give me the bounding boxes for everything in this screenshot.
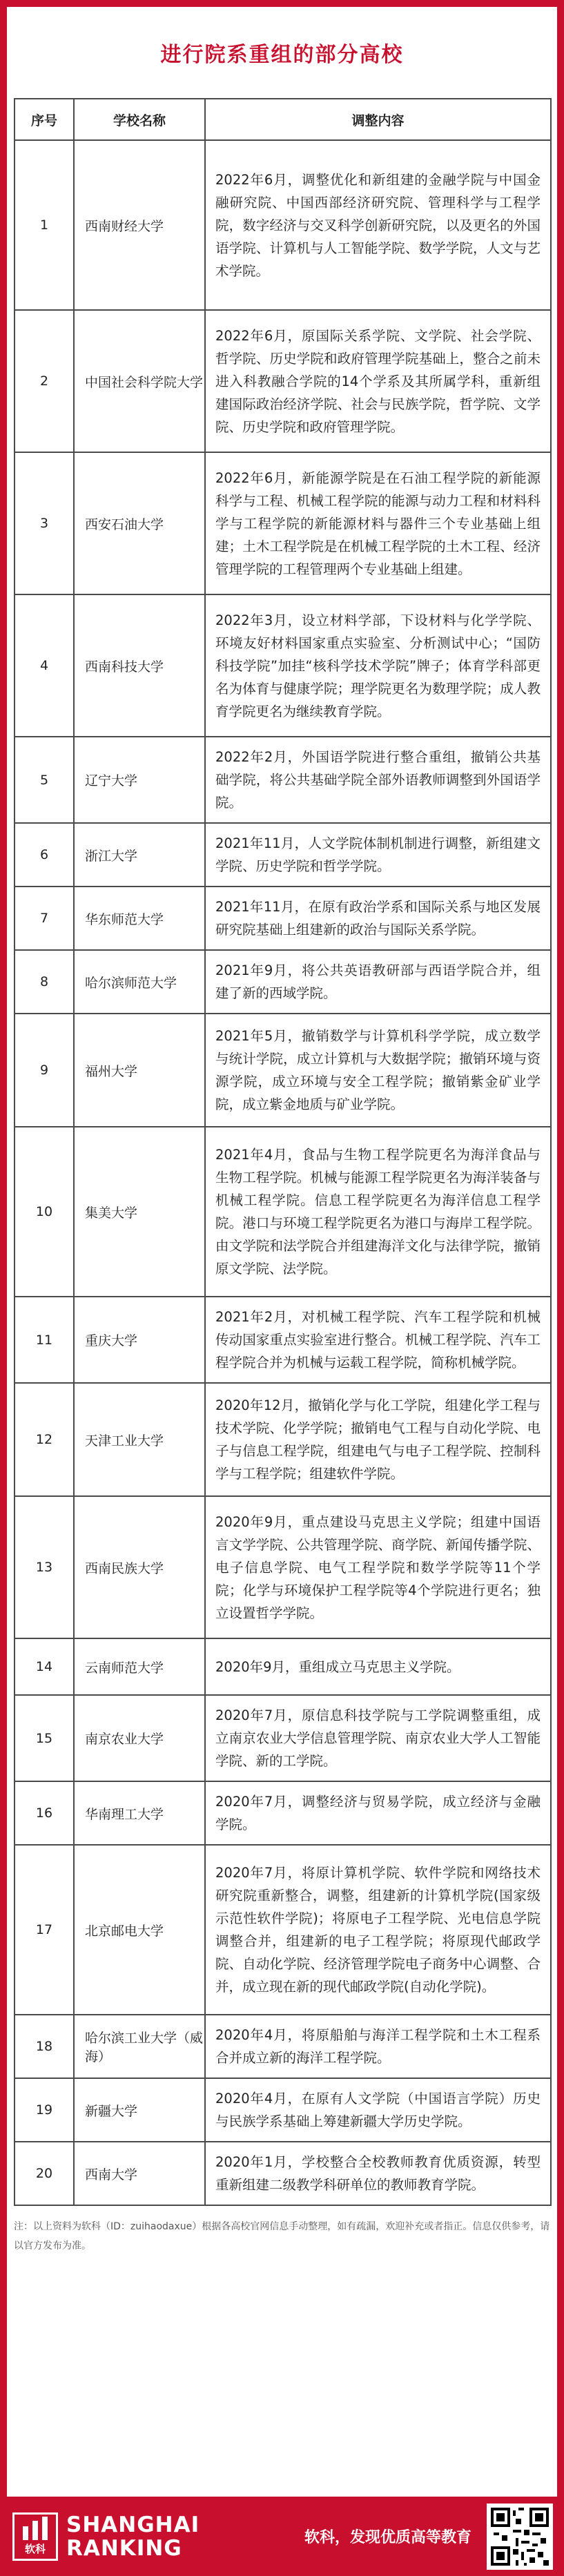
table-row: [14, 1127, 551, 1297]
adjustment-content: 2022年3月，设立材料学部，下设材料与化学学院、环境友好材料国家重点实验室、分析测试中心；“国防科技学院”加挂“核科学技术学院”牌子；体育学科部更名为体育与健康学院；理学院更名为数理学院；成人教育学院更名为继续教育学院。: [205, 594, 551, 737]
adjustment-content: 2020年7月，调整经济与贸易学院，成立经济与金融学院。: [205, 1781, 551, 1845]
adjustment-content: 2021年11月，在原有政治学系和国际关系与地区发展研究院基础上组建新的政治与国际关系学院。: [205, 887, 551, 950]
header-adjustment: 调整内容: [205, 99, 551, 140]
row-index: 8: [14, 950, 74, 1014]
adjustment-content: 2022年2月，外国语学院进行整合重组，撤销公共基础学院，将公共基础学院全部外语教师调整到外国语学院。: [205, 737, 551, 823]
table-row: [14, 737, 551, 823]
row-index: 13: [14, 1496, 74, 1638]
row-index: 12: [14, 1383, 74, 1496]
school-name: 西南大学: [74, 2142, 205, 2205]
school-name: 福州大学: [74, 1014, 205, 1127]
school-name: 集美大学: [74, 1127, 205, 1297]
header-school-name: 学校名称: [74, 99, 205, 140]
adjustment-content: 2022年6月，调整优化和新组建的金融学院与中国金融研究院、中国西部经济研究院、管理科学与工程学院，数字经济与交叉科学创新研究院，以及更名的外国语学院、计算机与人工智能学院、数学学院，人文与艺术学院。: [205, 140, 551, 310]
row-index: 10: [14, 1127, 74, 1297]
adjustment-content: 2021年11月，人文学院体制机制进行调整，新组建文学院、历史学院和哲学学院。: [205, 823, 551, 887]
school-name: 西南财经大学: [74, 140, 205, 310]
row-index: 1: [14, 140, 74, 310]
table-row: [14, 1297, 551, 1383]
universities-table: [14, 98, 552, 2206]
row-index: 19: [14, 2078, 74, 2142]
school-name: 浙江大学: [74, 823, 205, 887]
adjustment-content: 2020年9月，重点建设马克思主义学院；组建中国语言文学学院、公共管理学院、商学院、新闻传播学院、电子信息学院、电气工程学院和数学学院等11个学院；化学与环境保护工程学院等4个学院进行更名；独立设置哲学学院。: [205, 1496, 551, 1638]
header-index: 序号: [14, 99, 74, 140]
table-row: [14, 2015, 551, 2078]
qr-code-icon: [491, 2508, 549, 2566]
adjustment-content: 2020年1月，学校整合全校教师教育优质资源，转型重新组建二级教学科研单位的教师教育学院。: [205, 2142, 551, 2205]
table-row: [14, 1496, 551, 1638]
footer-bar: [0, 2497, 564, 2576]
table-row: [14, 452, 551, 594]
shanghai-ranking-logo: [12, 2512, 58, 2561]
table-row: [14, 887, 551, 950]
adjustment-content: 2020年4月，将原船舶与海洋工程学院和土木工程系合并成立新的海洋工程学院。: [205, 2015, 551, 2078]
table-row: [14, 594, 551, 737]
row-index: 15: [14, 1695, 74, 1781]
school-name: 华南理工大学: [74, 1781, 205, 1845]
table-row: [14, 2078, 551, 2142]
adjustment-content: 2020年12月，撤销化学与化工学院，组建化学工程与技术学院、化学学院；撤销电气工程与自动化学院、电子与信息工程学院，组建电气与电子工程学院、控制科学与工程学院；组建软件学院。: [205, 1383, 551, 1496]
adjustment-content: 2020年7月，原信息科技学院与工学院调整重组，成立南京农业大学信息管理学院、南京农业大学人工智能学院、新的工学院。: [205, 1695, 551, 1781]
school-name: 重庆大学: [74, 1297, 205, 1383]
school-name: 哈尔滨师范大学: [74, 950, 205, 1014]
school-name: 西南科技大学: [74, 594, 205, 737]
row-index: 9: [14, 1014, 74, 1127]
table-row: [14, 1695, 551, 1781]
row-index: 2: [14, 310, 74, 452]
row-index: 5: [14, 737, 74, 823]
table-row: [14, 1638, 551, 1695]
qr-code[interactable]: [487, 2504, 553, 2570]
row-index: 20: [14, 2142, 74, 2205]
table-row: [14, 1383, 551, 1496]
adjustment-content: 2020年9月，重组成立马克思主义学院。: [205, 1638, 551, 1695]
table-header-row: [14, 99, 551, 140]
source-note: 注：以上资料为软科（ID：zuihaodaxue）根据各高校官网信息手动整理，如有疏漏，欢迎补充或者指正。信息仅供参考，请以官方发布为准。: [14, 2221, 550, 2251]
table-row: [14, 140, 551, 310]
school-name: 西安石油大学: [74, 452, 205, 594]
page-title: 进行院系重组的部分高校: [160, 43, 404, 67]
row-index: 4: [14, 594, 74, 737]
adjustment-content: 2020年4月，在原有人文学院（中国语言学院）历史与民族学系基础上筹建新疆大学历史学院。: [205, 2078, 551, 2142]
adjustment-content: 2022年6月，原国际关系学院、文学院、社会学院、哲学院、历史学院和政府管理学院基础上，整合之前未进入科教融合学院的14个学系及其所属学科，重新组建国际政治经济学院、社会与民族学院，哲学院、文学院、历史学院和政府管理学院。: [205, 310, 551, 452]
adjustment-content: 2021年5月，撤销数学与计算机科学学院，成立数学与统计学院，成立计算机与大数据学院；撤销环境与资源学院，成立环境与安全工程学院；撤销紫金矿业学院，成立紫金地质与矿业学院。: [205, 1014, 551, 1127]
row-index: 17: [14, 1845, 74, 2015]
school-name: 华东师范大学: [74, 887, 205, 950]
school-name: 北京邮电大学: [74, 1845, 205, 2015]
table-row: [14, 1781, 551, 1845]
row-index: 7: [14, 887, 74, 950]
table-row: [14, 1014, 551, 1127]
school-name: 辽宁大学: [74, 737, 205, 823]
adjustment-content: 2020年7月，将原计算机学院、软件学院和网络技术研究院重新整合，调整，组建新的计算机学院(国家级示范性软件学院)；将原电子工程学院、光电信息学院调整合并，组建新的电子工程学院；将原现代邮政学院、自动化学院、经济管理学院电子商务中心调整、合并，成立现在新的现代邮政学院(自动化学院)。: [205, 1845, 551, 2015]
school-name: 哈尔滨工业大学（威海）: [74, 2015, 205, 2078]
table-row: [14, 950, 551, 1014]
adjustment-content: 2021年9月，将公共英语教研部与西语学院合并，组建了新的西域学院。: [205, 950, 551, 1014]
bar-chart-icon: [21, 2517, 49, 2540]
table-row: [14, 310, 551, 452]
school-name: 中国社会科学院大学: [74, 310, 205, 452]
table-row: [14, 823, 551, 887]
adjustment-content: 2021年4月，食品与生物工程学院更名为海洋食品与生物工程学院。机械与能源工程学院更名为海洋装备与机械工程学院。信息工程学院更名为海洋信息工程学院。港口与环境工程学院更名为港口与海岸工程学院。由文学院和法学院合并组建海洋文化与法律学院，撤销原文学院、法学院。: [205, 1127, 551, 1297]
row-index: 18: [14, 2015, 74, 2078]
row-index: 16: [14, 1781, 74, 1845]
adjustment-content: 2021年2月，对机械工程学院、汽车工程学院和机械传动国家重点实验室进行整合。机械工程学院、汽车工程学院合并为机械与运载工程学院，简称机械学院。: [205, 1297, 551, 1383]
school-name: 南京农业大学: [74, 1695, 205, 1781]
logo-text: 软科: [24, 2543, 46, 2555]
content-card: [7, 7, 557, 2497]
row-index: 3: [14, 452, 74, 594]
row-index: 14: [14, 1638, 74, 1695]
school-name: 天津工业大学: [74, 1383, 205, 1496]
table-row: [14, 1845, 551, 2015]
table-row: [14, 2142, 551, 2205]
school-name: 云南师范大学: [74, 1638, 205, 1695]
school-name: 西南民族大学: [74, 1496, 205, 1638]
brand-line-ranking: RANKING: [66, 2535, 182, 2561]
adjustment-content: 2022年6月，新能源学院是在石油工程学院的新能源科学与工程、机械工程学院的能源与动力工程和材料科学与工程学院的新能源材料与器件三个专业基础上组建；土木工程学院是在机械工程学院的土木工程、经济管理学院的工程管理两个专业基础上组建。: [205, 452, 551, 594]
row-index: 6: [14, 823, 74, 887]
school-name: 新疆大学: [74, 2078, 205, 2142]
brand-name: [66, 2513, 200, 2560]
slogan: 软科，发现优质高等教育: [304, 2529, 471, 2546]
row-index: 11: [14, 1297, 74, 1383]
brand-line-shanghai: SHANGHAI: [66, 2512, 200, 2537]
